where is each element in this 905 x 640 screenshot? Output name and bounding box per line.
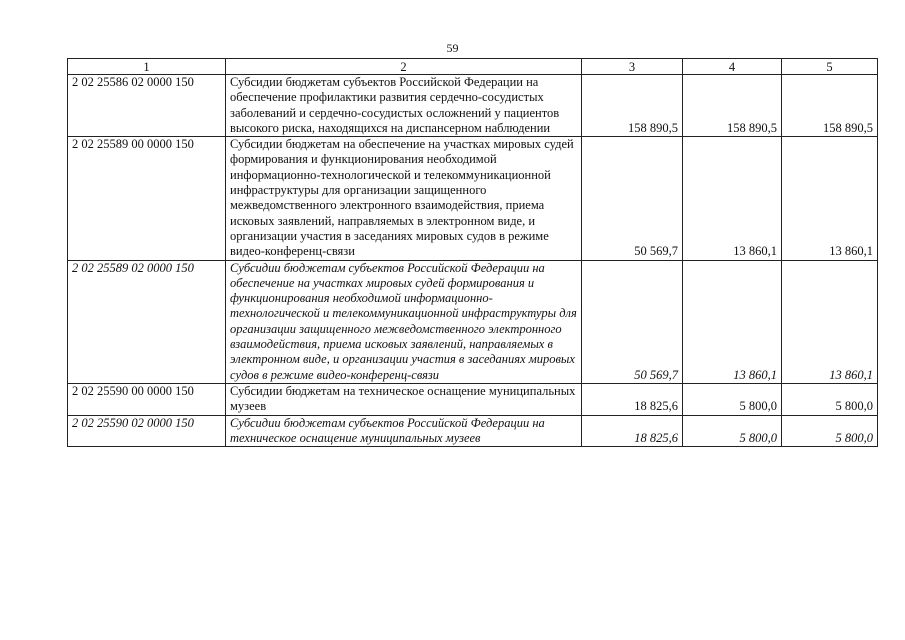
amount-col-3: 158 890,5 bbox=[582, 75, 683, 137]
table-header-row bbox=[68, 59, 878, 75]
amount-col-5: 13 860,1 bbox=[782, 260, 878, 383]
amount-col-4: 5 800,0 bbox=[683, 383, 782, 415]
amount-col-3: 18 825,6 bbox=[582, 383, 683, 415]
amount-col-4: 158 890,5 bbox=[683, 75, 782, 137]
row-description: Субсидии бюджетам на техническое оснащение муниципальных музеев bbox=[226, 383, 582, 415]
header-col-5: 5 bbox=[782, 59, 878, 75]
row-description: Субсидии бюджетам на обеспечение на участках мировых судей формирования и функционирования необходимой информационно-технологической и телекоммуникационной инфраструктуры для организации защищенного межведомственного электронного взаимодействия, приема исковых заявлений, направляемых в электронном виде, и организации участия в заседаниях мировых судов в режиме видео-конференц-связи bbox=[226, 137, 582, 260]
header-col-1: 1 bbox=[68, 59, 226, 75]
budget-code: 2 02 25589 02 0000 150 bbox=[68, 260, 226, 383]
budget-code: 2 02 25590 00 0000 150 bbox=[68, 383, 226, 415]
amount-col-4: 13 860,1 bbox=[683, 137, 782, 260]
budget-code: 2 02 25586 02 0000 150 bbox=[68, 75, 226, 137]
row-description: Субсидии бюджетам субъектов Российской Федерации на обеспечение на участках мировых судей формирования и функционирования необходимой информационно-технологической и телекоммуникационной инфраструктуры для организации защищенного межведомственного электронного взаимодействия, приема исковых заявлений, направляемых в электронном виде, и организации участия в заседаниях мировых судов в режиме видео-конференц-связи bbox=[226, 260, 582, 383]
table-row bbox=[68, 260, 878, 383]
header-col-2: 2 bbox=[226, 59, 582, 75]
amount-col-3: 50 569,7 bbox=[582, 260, 683, 383]
header-col-3: 3 bbox=[582, 59, 683, 75]
table-row bbox=[68, 415, 878, 447]
table-row bbox=[68, 383, 878, 415]
amount-col-5: 13 860,1 bbox=[782, 137, 878, 260]
table-row bbox=[68, 75, 878, 137]
amount-col-4: 5 800,0 bbox=[683, 415, 782, 447]
page-number: 59 bbox=[446, 41, 459, 55]
budget-code: 2 02 25590 02 0000 150 bbox=[68, 415, 226, 447]
amount-col-3: 18 825,6 bbox=[582, 415, 683, 447]
amount-col-3: 50 569,7 bbox=[582, 137, 683, 260]
budget-code: 2 02 25589 00 0000 150 bbox=[68, 137, 226, 260]
budget-table bbox=[67, 58, 878, 447]
row-description: Субсидии бюджетам субъектов Российской Федерации на техническое оснащение муниципальных музеев bbox=[226, 415, 582, 447]
header-col-4: 4 bbox=[683, 59, 782, 75]
amount-col-5: 5 800,0 bbox=[782, 383, 878, 415]
table-row bbox=[68, 137, 878, 260]
amount-col-5: 5 800,0 bbox=[782, 415, 878, 447]
amount-col-5: 158 890,5 bbox=[782, 75, 878, 137]
amount-col-4: 13 860,1 bbox=[683, 260, 782, 383]
row-description: Субсидии бюджетам субъектов Российской Федерации на обеспечение профилактики развития сердечно-сосудистых заболеваний и сердечно-сосудистых осложнений у пациентов высокого риска, находящихся на диспансерном наблюдении bbox=[226, 75, 582, 137]
